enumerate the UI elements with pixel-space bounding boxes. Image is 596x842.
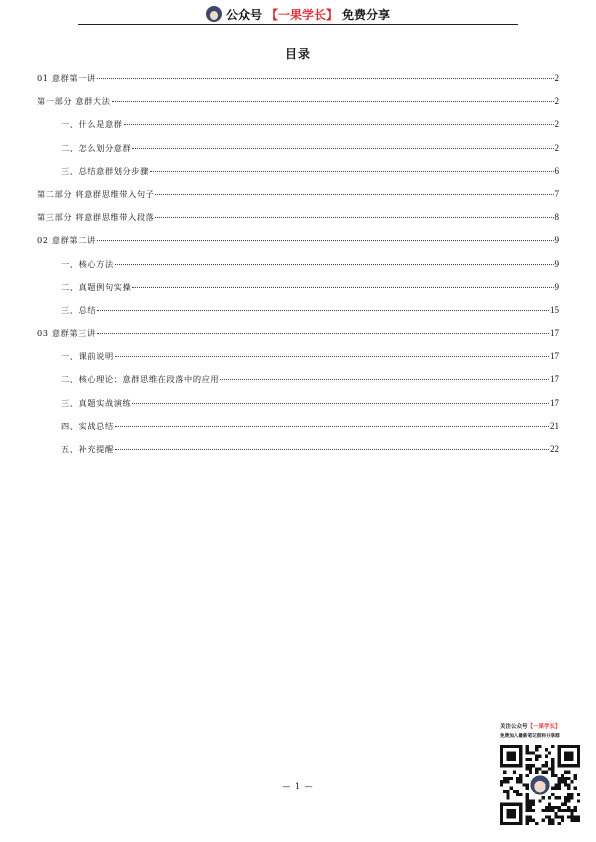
toc-leader-dots [115, 264, 554, 265]
toc-entry[interactable] [37, 234, 559, 257]
promo-block [500, 722, 582, 825]
toc-entry-page: 9 [554, 235, 559, 246]
toc-entry-page: 2 [554, 73, 559, 83]
toc-entry-page: 17 [550, 397, 559, 408]
toc-entry[interactable] [37, 118, 559, 141]
toc-leader-dots [132, 403, 549, 404]
toc-leader-dots [115, 356, 549, 357]
toc-leader-dots [155, 217, 553, 218]
toc-entry-label: 四、实战总结 [61, 420, 114, 431]
toc-entry-label: 第一部分 意群大法 [37, 96, 111, 107]
toc-entry-page: 22 [550, 444, 559, 454]
toc-leader-dots [97, 240, 554, 241]
promo-line1 [500, 722, 582, 730]
toc-entry-label: 三、总结 [61, 304, 97, 315]
toc-entry-label: 一、课前说明 [61, 351, 114, 362]
toc-leader-dots [124, 124, 554, 125]
toc-leader-dots [220, 379, 549, 380]
toc-entry[interactable] [37, 443, 559, 466]
footer-page-number: — 1 — [282, 782, 314, 791]
qr-code-icon[interactable] [500, 745, 580, 825]
table-of-contents [37, 72, 559, 466]
toc-entry[interactable] [37, 142, 559, 165]
toc-entry[interactable] [37, 420, 559, 443]
toc-title: 目录 [284, 47, 311, 61]
toc-entry-page: 8 [554, 212, 559, 223]
toc-leader-dots [97, 333, 549, 334]
toc-entry-page: 21 [550, 420, 559, 431]
toc-entry[interactable] [37, 95, 559, 118]
toc-entry-label: 第二部分 将意群思维带入句子 [37, 188, 155, 199]
toc-entry[interactable] [37, 165, 559, 188]
toc-entry-label: 三、真题实战演练 [61, 397, 132, 408]
toc-entry-page: 2 [554, 119, 559, 130]
toc-leader-dots [132, 287, 553, 288]
toc-leader-dots [97, 78, 554, 79]
toc-leader-dots [112, 101, 554, 102]
toc-entry[interactable] [37, 373, 559, 396]
toc-entry-label: 五、补充提醒 [61, 444, 114, 454]
toc-entry-label: 二、真题例句实操 [61, 281, 132, 292]
toc-leader-dots [155, 194, 553, 195]
toc-leader-dots [97, 310, 549, 311]
toc-entry-label: 三、总结意群划分步骤 [61, 165, 149, 176]
toc-entry-label: 01 意群第一讲 [37, 73, 96, 83]
toc-entry[interactable] [37, 327, 559, 350]
toc-entry-label: 二、核心理论：意群思维在段落中的应用 [61, 374, 220, 385]
toc-entry[interactable] [37, 397, 559, 420]
toc-entry-page: 17 [550, 328, 559, 339]
toc-entry[interactable] [37, 350, 559, 373]
toc-leader-dots [150, 171, 554, 172]
toc-entry-label: 02 意群第二讲 [37, 235, 96, 246]
toc-entry-page: 6 [554, 165, 559, 176]
toc-entry-label: 一、什么是意群 [61, 119, 123, 130]
header-rule [78, 24, 518, 25]
toc-entry[interactable] [37, 188, 559, 211]
toc-entry-page: 2 [554, 96, 559, 107]
promo-line2: 免费加入最新笔记资料分享群 [500, 734, 560, 739]
toc-leader-dots [115, 449, 549, 450]
promo-line1-accent: 【一果学长】 [527, 724, 561, 730]
toc-entry[interactable] [37, 72, 559, 95]
toc-entry-label: 第三部分 将意群思维带入段落 [37, 212, 155, 223]
toc-entry-page: 9 [554, 258, 559, 269]
toc-entry-page: 7 [554, 188, 559, 199]
toc-leader-dots [115, 426, 549, 427]
toc-entry-page: 9 [554, 281, 559, 292]
promo-line1-prefix: 关注公众号 [500, 724, 528, 730]
toc-entry[interactable] [37, 304, 559, 327]
toc-entry[interactable] [37, 281, 559, 304]
header-prefix: 公众号 [225, 7, 262, 22]
toc-entry-page: 2 [554, 142, 559, 153]
avatar-icon [206, 6, 222, 22]
header-accent: 【一果学长】 [265, 7, 338, 22]
toc-entry[interactable] [37, 211, 559, 234]
toc-entry[interactable] [37, 258, 559, 281]
page-header [0, 3, 596, 25]
toc-entry-label: 03 意群第三讲 [37, 328, 96, 339]
header-suffix: 免费分享 [342, 7, 391, 22]
toc-leader-dots [132, 148, 553, 149]
toc-entry-page: 17 [550, 374, 559, 385]
toc-entry-label: 二、怎么划分意群 [61, 142, 132, 153]
toc-entry-label: 一、核心方法 [61, 258, 114, 269]
toc-entry-page: 15 [550, 304, 559, 315]
toc-entry-page: 17 [550, 351, 559, 362]
